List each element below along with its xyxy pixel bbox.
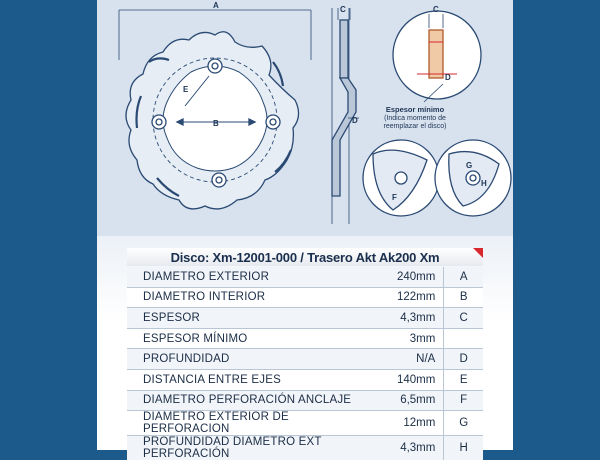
table-row [127, 349, 483, 370]
title-accent [473, 248, 483, 258]
row-name: PROFUNDIDAD [127, 349, 357, 370]
table-row [127, 267, 483, 287]
row-code: D [444, 349, 483, 370]
table-row [127, 436, 483, 460]
label-d: D [352, 116, 358, 125]
label-f: F [392, 193, 397, 202]
table-row [127, 287, 483, 308]
row-value: 12mm [357, 411, 444, 436]
row-name: DIAMETRO PERFORACIÓN ANCLAJE [127, 390, 357, 411]
detail-label-d: D [445, 73, 451, 82]
label-a: A [213, 1, 219, 10]
table-row [127, 308, 483, 329]
row-value: 6,5mm [357, 390, 444, 411]
label-c: C [340, 5, 346, 14]
row-value: N/A [357, 349, 444, 370]
table-row [127, 411, 483, 436]
row-value: 4,3mm [357, 436, 444, 460]
label-e: E [183, 85, 189, 94]
row-code: F [444, 390, 483, 411]
row-name: DIAMETRO EXTERIOR DE PERFORACION [127, 411, 357, 436]
min-thickness-note-2: reemplazar el disco) [383, 123, 447, 130]
row-code: H [444, 436, 483, 460]
row-value: 3mm [357, 328, 444, 349]
label-b: B [213, 119, 219, 128]
row-value: 140mm [357, 369, 444, 390]
detail-label-c: C [433, 5, 439, 14]
row-code [444, 328, 483, 349]
row-name: PROFUNDIDAD DIAMETRO EXT PERFORACIÓN [127, 436, 357, 460]
row-value: 240mm [357, 267, 444, 287]
label-h: H [481, 179, 487, 188]
row-name: DIAMETRO EXTERIOR [127, 267, 357, 287]
row-code: E [444, 369, 483, 390]
table-row [127, 390, 483, 411]
disc-technical-drawing [97, 0, 513, 236]
row-name: DISTANCIA ENTRE EJES [127, 369, 357, 390]
row-name: DIAMETRO INTERIOR [127, 287, 357, 308]
table-row [127, 328, 483, 349]
row-code: C [444, 308, 483, 329]
min-thickness-title: Espesor mínimo [385, 105, 445, 114]
row-code: B [444, 287, 483, 308]
row-value: 122mm [357, 287, 444, 308]
spec-table-title: Disco: Xm-12001-000 / Trasero Akt Ak200 Xm [127, 248, 483, 266]
table-row [127, 369, 483, 390]
row-name: ESPESOR MÍNIMO [127, 328, 357, 349]
spec-table [127, 267, 483, 460]
row-value: 4,3mm [357, 308, 444, 329]
row-name: ESPESOR [127, 308, 357, 329]
row-code: G [444, 411, 483, 436]
label-g: G [466, 161, 473, 170]
row-code: A [444, 267, 483, 287]
min-thickness-note-1: (Indica momento de [384, 115, 446, 122]
